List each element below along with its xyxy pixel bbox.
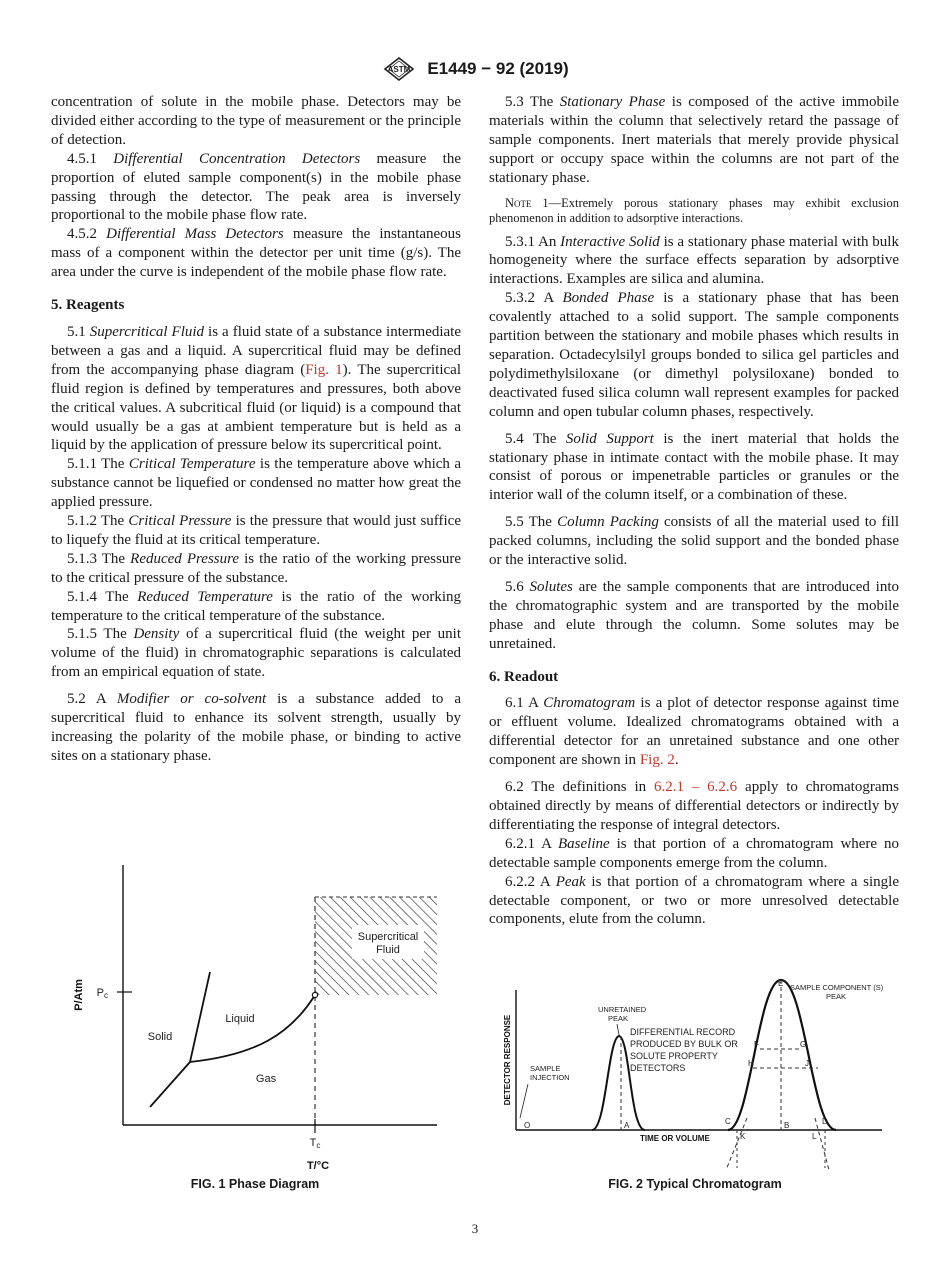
chromatogram-svg [500, 978, 890, 1178]
fig1-phase-diagram [60, 855, 460, 1180]
sample-component-peak-curve [728, 980, 836, 1130]
label-gas: Gas [255, 1073, 277, 1085]
label-pc: Pc [96, 987, 108, 1000]
astm-logo-icon [381, 56, 417, 82]
point-a: A [624, 1121, 630, 1130]
note-1: Note 1—Extremely porous stationary phases may exhibit exclusion phenomenon in addition to adsorptive interactions. [489, 195, 899, 226]
y-axis-label: DETECTOR RESPONSE [503, 1014, 512, 1106]
point-b: B [784, 1121, 790, 1130]
section-5-heading: 5. Reagents [51, 297, 125, 314]
phase-diagram-svg [60, 855, 460, 1175]
sample-injection-label-1: SAMPLE [530, 1064, 561, 1073]
y-axis-label: P/Atm [73, 979, 85, 1011]
fig2-link[interactable]: Fig. 2 [639, 752, 675, 769]
point-c: C [725, 1117, 731, 1126]
point-h: H [748, 1059, 754, 1068]
diff-record-label-2: PRODUCED BY BULK OR [630, 1039, 738, 1049]
sublimation-curve [150, 1062, 190, 1107]
label-liquid: Liquid [225, 1013, 255, 1025]
paragraph-5-1-1: 5.1.1 The Critical Temperature is the temperature above which a substance cannot be liquefied or condensed no matter how great the applied pressure. [51, 456, 461, 511]
paragraph-4-5-2: 4.5.2 Differential Mass Detectors measure the instantaneous mass of a component within the detector per unit time (g/s). The area under the curve is independent of the mobile phase flow rate. [51, 226, 462, 281]
point-d: D [822, 1117, 828, 1126]
designation-title: E1449 − 92 (2019) [427, 59, 569, 78]
paragraph-6-1: 6.1 A Chromatogram is a plot of detector response against time or effluent volume. Idealized chromatograms obtained with a differential detector for an unretained substance and one other component are shown in Fig. 2. [489, 695, 899, 769]
paragraph-5-1-3: 5.1.3 The Reduced Pressure is the ratio of the working pressure to the critical pressure of the substance. [51, 550, 461, 586]
paragraph-4-5-1: 4.5.1 Differential Concentration Detectors measure the proportion of eluted sample component(s) in the mobile phase passing through the detector. The peak area is inversely proportional to the mobile phase flow rate. [51, 150, 462, 224]
point-f: F [754, 1040, 759, 1049]
sample-component-label-1: SAMPLE COMPONENT (S) [790, 983, 884, 992]
point-o: O [524, 1121, 531, 1130]
page-header [0, 56, 950, 82]
point-e: E [778, 979, 784, 988]
paragraph-5-1: 5.1 Supercritical Fluid is a fluid state of a substance intermediate between a gas and a liquid. A supercritical fluid may be defined from the accompanying phase diagram (Fig. 1). The supercritical fluid region is defined by temperatures and pressures, both above the critical values. A subcritical fluid (or liquid) is a compound that would usually be a gas at ambient temperature but is held as a liquid by the application of pressure below its supercritical point. [51, 323, 462, 454]
paragraph-6-2-2: 6.2.2 A Peak is that portion of a chromatogram where a single detectable component, or two or more unresolved detectable components, elute from the column. [489, 873, 899, 928]
point-g: G [800, 1040, 807, 1049]
point-l: L [812, 1132, 817, 1141]
diff-record-label-3: SOLUTE PROPERTY [630, 1051, 718, 1061]
fig1-caption: FIG. 1 Phase Diagram [190, 1177, 320, 1191]
critical-point [312, 992, 317, 997]
point-k: K [740, 1132, 746, 1141]
label-fluid: Fluid [376, 944, 400, 956]
paragraph-5-5: 5.5 The Column Packing consists of all the material used to fill packed columns, including the solid support and the bonded phase or the interactive solid. [489, 514, 900, 569]
sample-injection-label-2: INJECTION [530, 1073, 570, 1082]
paragraph-5-3: 5.3 The Stationary Phase is composed of the active immobile materials within the column that selectively retard the passage of sample components. Inert materials that merely provide physical support or occupy space within the columns are not part of the stationary phase. [489, 94, 899, 186]
diff-record-label-4: DETECTORS [630, 1063, 686, 1073]
paragraph-5-1-2: 5.1.2 The Critical Pressure is the pressure that would just suffice to liquefy the fluid at its critical temperature. [51, 513, 461, 548]
x-axis-label: T/°C [306, 1160, 330, 1172]
svg-text:ASTM: ASTM [388, 65, 411, 74]
diff-record-label-1: DIFFERENTIAL RECORD [630, 1027, 736, 1037]
label-tc: Tc [309, 1137, 321, 1150]
left-column [51, 93, 461, 766]
unretained-label-1: UNRETAINED [598, 1005, 647, 1014]
vaporization-curve [190, 995, 315, 1062]
paragraph-6-2-1: 6.2.1 A Baseline is that portion of a chromatogram where no detectable sample components emerge from the column. [489, 835, 899, 871]
paragraph-5-3-2: 5.3.2 A Bonded Phase is a stationary phase that has been covalently attached to a solid support. The sample components partition between the stationary and mobile phases which results in separation. Octadecylsilyl groups bonded to silica gel particles and polydimethylsiloxane (or dimethyl polysiloxane) bonded to deactivated fused silica column wall represent examples for packed column and open tubular column phases, respectively. [489, 290, 899, 420]
right-column [489, 93, 899, 929]
paragraph-6-2: 6.2 The definitions in 6.2.1 – 6.2.6 apply to chromatograms obtained directly by means of differential detectors or indirectly by differentiating the response of integral detectors. [489, 779, 900, 833]
definitions-link[interactable]: 6.2.1 – 6.2.6 [654, 779, 738, 796]
page-number: 3 [471, 1221, 479, 1236]
paragraph-5-6: 5.6 Solutes are the sample components that are introduced into the chromatographic system and are transported by the mobile phase and elute through the column. Some solutes may be unretained. [489, 578, 899, 652]
x-axis-label: TIME OR VOLUME [640, 1134, 710, 1143]
unretained-label-2: PEAK [608, 1014, 629, 1023]
fig1-link[interactable]: Fig. 1 [305, 361, 343, 378]
fig2-chromatogram [500, 978, 890, 1183]
paragraph-5-4: 5.4 The Solid Support is the inert material that holds the stationary phase in intimate contact with the mobile phase. It may consist of porous or impenetrable particles or granules or the interior wall of the column itself, or a combination of these. [489, 430, 900, 504]
label-solid: Solid [147, 1031, 173, 1043]
paragraph-5-1-5: 5.1.5 The Density of a supercritical fluid (the weight per unit volume of the fluid) in chromatographic separations is calculated from an empirical equation of state. [51, 626, 461, 681]
paragraph-4-5-cont: concentration of solute in the mobile phase. Detectors may be divided either according to the type of measurement or the principle of detection. [51, 94, 461, 148]
label-supercritical: Supercritical [357, 931, 419, 943]
fig2-caption: FIG. 2 Typical Chromatogram [608, 1177, 782, 1191]
melting-curve [190, 972, 210, 1062]
section-6-heading: 6. Readout [489, 668, 559, 685]
paragraph-5-2: 5.2 A Modifier or co-solvent is a substance added to a supercritical fluid to enhance its solvent strength, usually by increasing the polarity of the mobile phase, or binding to active sites on a stationary phase. [51, 691, 462, 764]
paragraph-5-3-1: 5.3.1 An Interactive Solid is a stationary phase material with bulk homogeneity where the surface effects separation by adsorptive interactions. Examples are silica and alumina. [489, 233, 899, 288]
point-j: J [805, 1059, 809, 1068]
paragraph-5-1-4: 5.1.4 The Reduced Temperature is the ratio of the working temperature to the critical temperature of the substance. [51, 588, 462, 624]
sample-component-label-2: PEAK [826, 992, 847, 1001]
